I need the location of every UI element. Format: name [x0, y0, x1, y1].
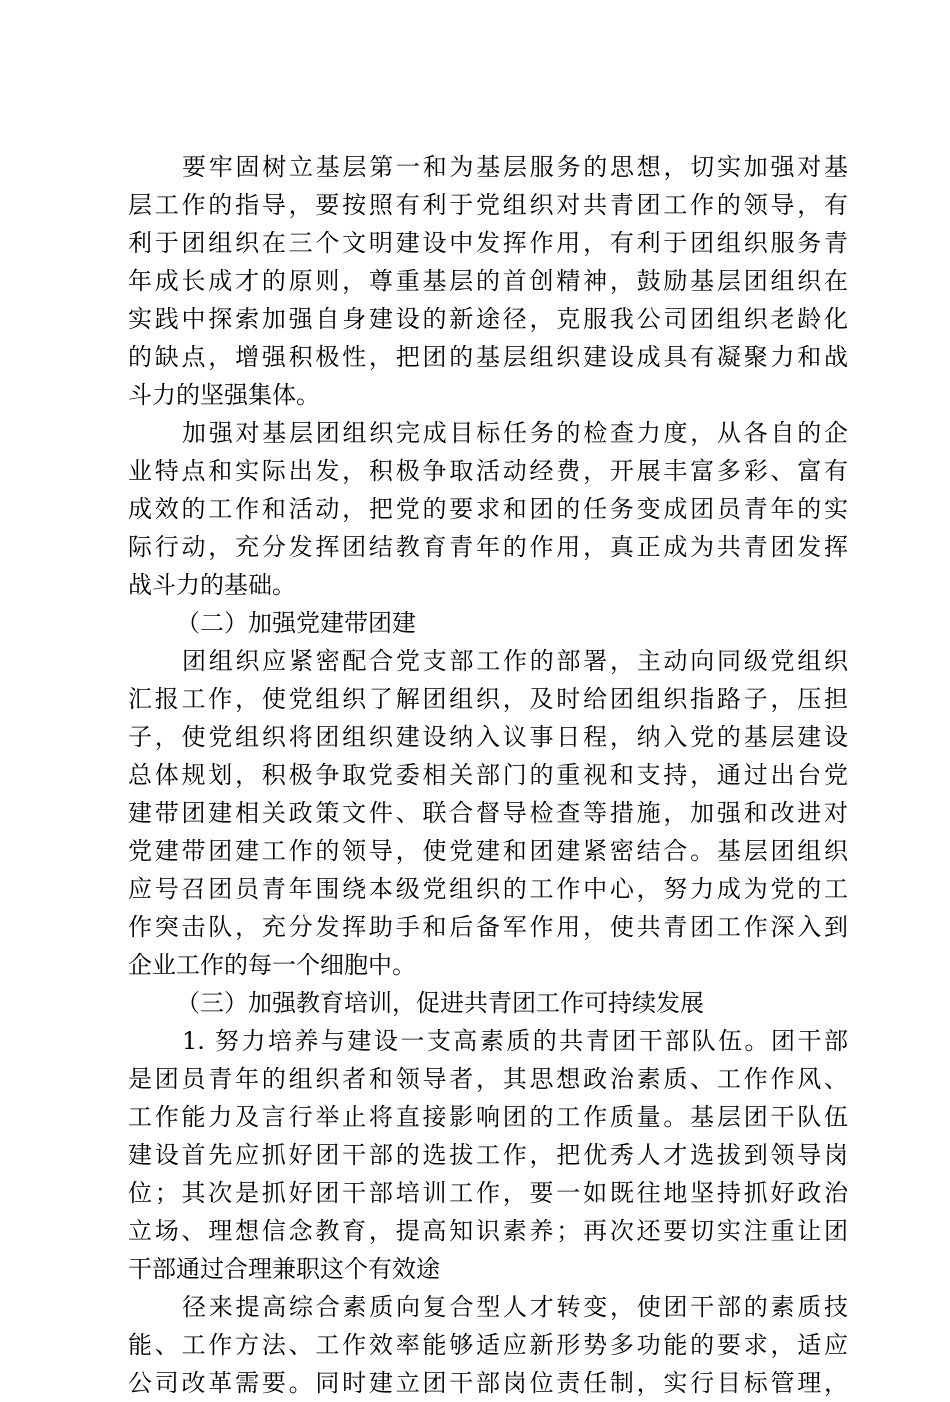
text-line: 立场、理想信念教育，提高知识素养；再次还要切实注重让团: [128, 1217, 848, 1245]
text-line: 党建带团建工作的领导，使党建和团建紧密结合。基层团组织: [128, 837, 848, 865]
text-line: 层工作的指导，要按照有利于党组织对共青团工作的领导，有: [128, 191, 848, 219]
text-line: 团组织应紧密配合党支部工作的部署，主动向同级党组织: [182, 647, 848, 675]
text-line: 建带团建相关政策文件、联合督导检查等措施，加强和改进对: [128, 799, 848, 827]
text-line: 能、工作方法、工作效率能够适应新形势多功能的要求，适应: [128, 1331, 848, 1359]
text-line: 加强对基层团组织完成目标任务的检查力度，从各自的企: [182, 419, 848, 447]
text-line: 径来提高综合素质向复合型人才转变，使团干部的素质技: [182, 1293, 848, 1321]
paragraph-cadre-training: [128, 1022, 848, 1288]
text-line: 作突击队，充分发挥助手和后备军作用，使共青团工作深入到: [128, 913, 848, 941]
paragraph-grassroots-service: [128, 148, 848, 414]
section-heading: （三）加强教育培训，促进共青团工作可持续发展: [176, 989, 704, 1017]
paragraph-inspection: [128, 414, 848, 604]
text-line: 利于团组织在三个文明建设中发挥作用，有利于团组织服务青: [128, 229, 848, 257]
paragraph-party-building: [128, 642, 848, 984]
text-line: 际行动，充分发挥团结教育青年的作用，真正成为共青团发挥: [128, 533, 848, 561]
text-line: 战斗力的基础。: [128, 571, 296, 599]
text-line: 总体规划，积极争取党委相关部门的重视和支持，通过出台党: [128, 761, 848, 789]
text-line: 实践中探索加强自身建设的新途径，克服我公司团组织老龄化: [128, 305, 848, 333]
text-line: 位；其次是抓好团干部培训工作，要一如既往地坚持抓好政治: [128, 1179, 848, 1207]
text-line: 要牢固树立基层第一和为基层服务的思想，切实加强对基: [182, 153, 848, 181]
text-line: 公司改革需要。同时建立团干部岗位责任制，实行目标管理，: [128, 1369, 848, 1397]
text-line: 是团员青年的组织者和领导者，其思想政治素质、工作作风、: [128, 1065, 848, 1093]
text-line: 工作能力及言行举止将直接影响团的工作质量。基层团干队伍: [128, 1103, 848, 1131]
section-heading: （二）加强党建带团建: [176, 609, 416, 637]
paragraph-composite-talent: [128, 1288, 848, 1402]
text-line: 斗力的坚强集体。: [128, 381, 320, 409]
text-line: 年成长成才的原则，尊重基层的首创精神，鼓励基层团组织在: [128, 267, 848, 295]
text-line: 业特点和实际出发，积极争取活动经费，开展丰富多彩、富有: [128, 457, 848, 485]
text-line: 1. 努力培养与建设一支高素质的共青团干部队伍。团干部: [182, 1027, 848, 1055]
text-line: 的缺点，增强积极性，把团的基层组织建设成具有凝聚力和战: [128, 343, 848, 371]
text-line: 干部通过合理兼职这个有效途: [128, 1255, 440, 1283]
text-line: 应号召团员青年围绕本级党组织的工作中心，努力成为党的工: [128, 875, 848, 903]
text-line: 子，使党组织将团组织建设纳入议事日程，纳入党的基层建设: [128, 723, 848, 751]
text-line: 企业工作的每一个细胞中。: [128, 951, 416, 979]
text-line: 成效的工作和活动，把党的要求和团的任务变成团员青年的实: [128, 495, 848, 523]
text-line: 建设首先应抓好团干部的选拔工作，把优秀人才选拔到领导岗: [128, 1141, 848, 1169]
text-line: 汇报工作，使党组织了解团组织，及时给团组织指路子，压担: [128, 685, 848, 713]
document-body: [128, 148, 848, 1402]
